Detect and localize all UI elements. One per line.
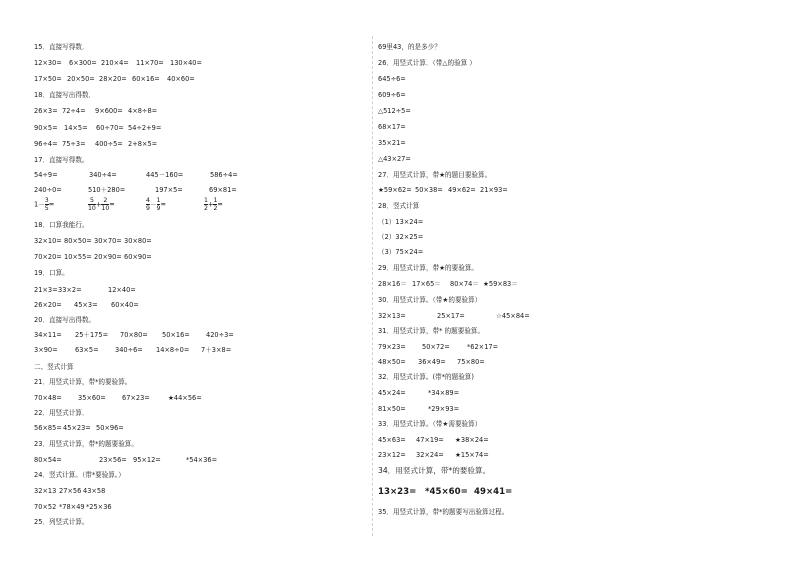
- problem-text: 67×23=: [122, 394, 150, 402]
- fraction-expression: 1－ $\frac{3}{5}$ =: [34, 197, 55, 212]
- problem-text: 510＋280=: [88, 186, 126, 194]
- problem-text: 14×5=: [64, 124, 88, 132]
- problem-text: 27．用竖式计算，带★的题目要验算。: [378, 171, 492, 179]
- problem-text: 43×58: [83, 487, 106, 495]
- problem-text: 24．竖式计算。（带*要验算。）: [34, 471, 125, 479]
- problem-text: ★38×24=: [455, 436, 489, 444]
- problem-text: 25．列竖式计算。: [34, 518, 89, 526]
- problem-text: *62×17=: [467, 343, 499, 351]
- problem-text: 80×50=: [64, 237, 92, 245]
- problem-text: *45×60=: [425, 487, 468, 497]
- problem-text: 21×3=: [34, 286, 58, 294]
- problem-text: 25×17=: [437, 312, 465, 320]
- problem-text: 17×65＝: [412, 280, 441, 288]
- problem-text: 3×90=: [34, 346, 58, 354]
- problem-text: 6×300=: [69, 59, 97, 67]
- problem-text: 54÷2+9=: [128, 124, 162, 132]
- problem-text: 49×62=: [448, 186, 476, 194]
- problem-text: 340÷6=: [115, 346, 143, 354]
- problem-text: 23×12=: [378, 451, 406, 459]
- problem-text: 30×80=: [124, 237, 152, 245]
- problem-text: 50×96=: [96, 424, 124, 432]
- problem-text: 197×5=: [155, 186, 183, 194]
- problem-text: 586÷4=: [210, 171, 238, 179]
- problem-text: 36×49=: [418, 358, 446, 366]
- problem-text: 60×16=: [132, 75, 160, 83]
- problem-text: 32×24=: [416, 451, 444, 459]
- problem-text: 12×40=: [108, 286, 136, 294]
- problem-text: 70×48=: [34, 394, 62, 402]
- problem-text: 45×3=: [74, 301, 98, 309]
- problem-text: 32×13: [34, 487, 57, 495]
- problem-text: 80×74＝: [450, 280, 479, 288]
- problem-text: 23×56=: [99, 456, 127, 464]
- problem-text: 35×60=: [78, 394, 106, 402]
- problem-text: 30×70=: [94, 237, 122, 245]
- problem-text: 25＋175=: [75, 331, 109, 339]
- problem-text: △512÷5=: [378, 107, 411, 115]
- problem-text: 35．用竖式计算，带*的题要写出验算过程。: [378, 508, 509, 516]
- problem-text: 240÷0=: [34, 186, 62, 194]
- problem-text: *34×89=: [428, 389, 460, 397]
- fraction: $\frac{4}{9}$: [146, 197, 150, 212]
- problem-text: ☆45×84=: [496, 312, 530, 320]
- problem-text: 50×38=: [415, 186, 443, 194]
- problem-text: 72÷4=: [62, 107, 86, 115]
- problem-text: 33．用竖式计算。（带★需要验算）: [378, 420, 482, 428]
- fraction-expression: $\frac{1}{2}$ + $\frac{1}{2}$ =: [204, 197, 223, 212]
- problem-text: 28．竖式计算: [378, 202, 420, 210]
- problem-text: 70×52: [34, 503, 57, 511]
- problem-text: 69里43，的是多少？: [378, 43, 441, 51]
- problem-text: 63×5=: [75, 346, 99, 354]
- column-divider: [372, 36, 373, 536]
- problem-text: 33×2=: [58, 286, 82, 294]
- problem-text: 17．直接写得数。: [34, 156, 89, 164]
- problem-text: ★59×62=: [378, 186, 412, 194]
- problem-text: 15．直接写得数．: [34, 43, 89, 51]
- problem-text: 75×80=: [457, 358, 485, 366]
- problem-text: 35×21=: [378, 139, 406, 147]
- problem-text: ★15×74=: [455, 451, 489, 459]
- problem-text: 70×20=: [34, 253, 62, 261]
- problem-text: 18．口算我能行。: [34, 221, 89, 229]
- problem-text: 26×3=: [34, 107, 58, 115]
- problem-text: 26．用竖式计算．（带△的验算 ）: [378, 59, 476, 67]
- problem-text: 9×600=: [95, 107, 123, 115]
- problem-text: *78×49: [59, 503, 85, 511]
- problem-text: ★59×83＝: [483, 280, 518, 288]
- problem-text: 4×8÷8=: [128, 107, 158, 115]
- problem-text: 20×50=: [67, 75, 95, 83]
- problem-text: 56×85=: [34, 424, 62, 432]
- problem-text: 20．直接写出得数。: [34, 316, 96, 324]
- problem-text: 14×8÷0=: [156, 346, 190, 354]
- problem-text: 11×70=: [136, 59, 164, 67]
- fraction: $\frac{1}{2}$: [204, 197, 208, 212]
- problem-text: 210×4=: [101, 59, 129, 67]
- problem-text: 96÷4=: [34, 140, 58, 148]
- problem-text: 27×56: [59, 487, 82, 495]
- problem-text: 69×81=: [209, 186, 237, 194]
- problem-text: 23．用竖式计算，带*的题要验算。: [34, 440, 138, 448]
- problem-text: 12×30=: [34, 59, 62, 67]
- problem-text: （1）13×24=: [378, 218, 424, 226]
- fraction: $\frac{1}{9}$: [156, 197, 161, 212]
- problem-text: 60÷70=: [96, 124, 124, 132]
- problem-text: 90×5=: [34, 124, 58, 132]
- problem-text: 7＋3×8=: [201, 346, 232, 354]
- fraction: $\frac{5}{10}$: [88, 197, 96, 212]
- problem-text: *29×93=: [428, 405, 460, 413]
- problem-text: 30．用竖式计算。（带★的要验算）: [378, 296, 482, 304]
- problem-text: △43×27=: [378, 155, 411, 163]
- problem-text: 32×13=: [378, 312, 406, 320]
- problem-text: 50×72=: [422, 343, 450, 351]
- problem-text: 48×50=: [378, 358, 406, 366]
- problem-text: 445－160=: [146, 171, 184, 179]
- problem-text: （3）75×24=: [378, 248, 424, 256]
- problem-text: 13×23=: [378, 487, 417, 497]
- problem-text: 21．用竖式计算，带*的要验算。: [34, 378, 132, 386]
- problem-text: 645÷6=: [378, 75, 406, 83]
- problem-text: 34×11=: [34, 331, 62, 339]
- problem-text: 75÷3=: [62, 140, 86, 148]
- problem-text: 54÷9=: [34, 171, 58, 179]
- fraction-expression: $\frac{5}{10}$ + $\frac{2}{10}$ =: [88, 197, 115, 212]
- problem-text: 二、竖式计算: [34, 363, 74, 371]
- problem-text: 29．用竖式计算，带★的要验算。: [378, 264, 479, 272]
- problem-text: 68×17=: [378, 123, 406, 131]
- problem-text: （2）32×25=: [378, 233, 424, 241]
- problem-text: 2+8×5=: [128, 140, 158, 148]
- problem-text: 60×90=: [124, 253, 152, 261]
- problem-text: 18．直接写出得数．: [34, 91, 96, 99]
- problem-text: *54×36=: [186, 456, 218, 464]
- problem-text: 28×20=: [99, 75, 127, 83]
- problem-text: 32．用竖式计算。(带*的题验算): [378, 373, 474, 381]
- problem-text: 45×63=: [378, 436, 406, 444]
- problem-text: 45×24=: [378, 389, 406, 397]
- problem-text: 400÷5=: [95, 140, 123, 148]
- problem-text: 45×23=: [63, 424, 91, 432]
- problem-text: 22．用竖式计算．: [34, 409, 89, 417]
- fraction: $\frac{1}{2}$: [213, 197, 218, 212]
- problem-text: 70×80=: [120, 331, 148, 339]
- problem-text: ★44×56=: [168, 394, 202, 402]
- problem-text: 79×23=: [378, 343, 406, 351]
- problem-text: 21×93=: [480, 186, 508, 194]
- problem-text: 81×50=: [378, 405, 406, 413]
- problem-text: 50×16=: [162, 331, 190, 339]
- problem-text: 49×41=: [474, 487, 513, 497]
- fraction-expression: $\frac{4}{9}$ － $\frac{1}{9}$ =: [146, 197, 166, 212]
- problem-text: 26×20=: [34, 301, 62, 309]
- fraction: $\frac{2}{10}$: [101, 197, 110, 212]
- problem-text: 34．用竖式计算，带*的要验算。: [378, 466, 491, 475]
- problem-text: 40×60=: [167, 75, 195, 83]
- problem-text: 420÷3=: [206, 331, 234, 339]
- problem-text: *25×36: [86, 503, 112, 511]
- problem-text: 95×12=: [133, 456, 161, 464]
- problem-text: 47×19=: [416, 436, 444, 444]
- problem-text: 31．用竖式计算，带* 的题要验算。: [378, 327, 485, 335]
- problem-text: 19．口算。: [34, 269, 69, 277]
- problem-text: 17×50=: [34, 75, 62, 83]
- problem-text: 130×40=: [170, 59, 203, 67]
- problem-text: 10×55=: [64, 253, 92, 261]
- problem-text: 20×90=: [94, 253, 122, 261]
- problem-text: 60×40=: [111, 301, 139, 309]
- problem-text: 80×54=: [34, 456, 62, 464]
- problem-text: 32×10=: [34, 237, 62, 245]
- fraction: $\frac{3}{5}$: [44, 197, 49, 212]
- problem-text: 609÷6=: [378, 91, 406, 99]
- problem-text: 28×16＝: [378, 280, 407, 288]
- problem-text: 340÷4=: [89, 171, 117, 179]
